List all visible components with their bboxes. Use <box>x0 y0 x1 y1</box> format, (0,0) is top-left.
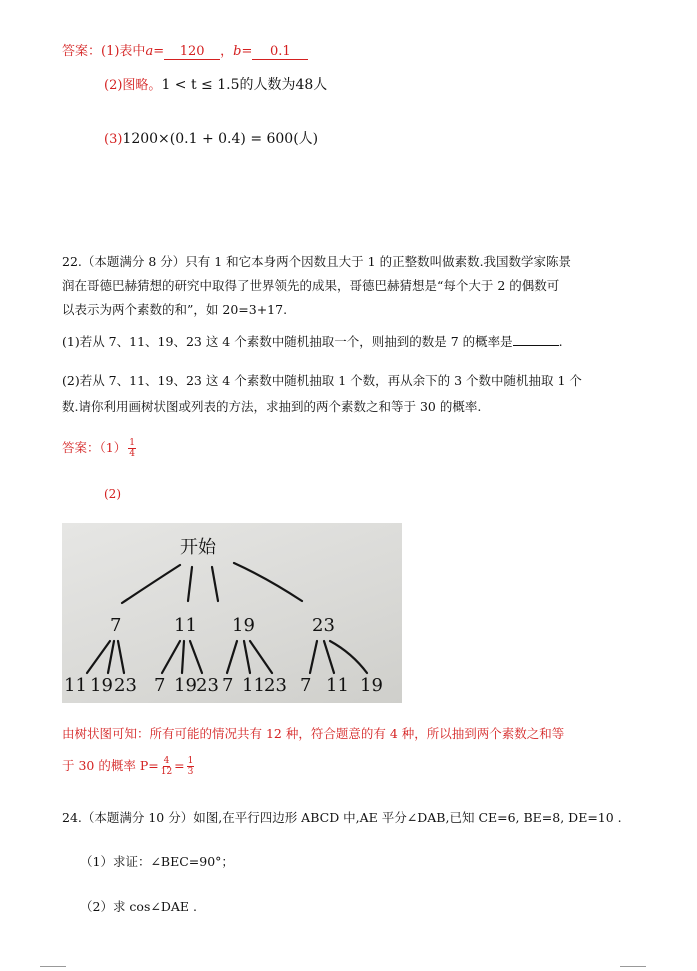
fraction-1-3 <box>187 756 195 777</box>
footer-mark-right <box>620 966 646 967</box>
tree-level1-node: 23 <box>312 615 335 636</box>
tree-level2-node: 11 <box>64 675 87 696</box>
q24-sub-2: （2）求 cos∠DAE . <box>80 899 197 914</box>
tree-level2-node: 7 <box>154 675 166 696</box>
tree-diagram-photo <box>62 523 402 703</box>
q3-prefix: (3) <box>104 132 123 147</box>
q22-line-1: 22.（本题满分 8 分）只有 1 和它本身两个因数且大于 1 的正整数叫做素数.我国数学家陈景 <box>62 254 572 269</box>
answer-2-part-2: (2) <box>104 487 121 501</box>
tree-level1-node: 11 <box>174 615 197 636</box>
footer-mark-left <box>40 966 66 967</box>
tree-diagram <box>62 523 402 703</box>
q22-line-2: 润在哥德巴赫猜想的研究中取得了世界领先的成果，哥德巴赫猜想是“每个大于 2 的偶数可 <box>62 278 560 293</box>
branch-root-19 <box>212 567 218 601</box>
tree-level1-node: 19 <box>232 615 255 636</box>
tree-level2-node: 11 <box>242 675 265 696</box>
fraction-4-12 <box>161 756 172 777</box>
q3-math: 1200×(0.1 + 0.4) = 600(人) <box>122 131 319 147</box>
fraction-one-quarter <box>128 438 136 459</box>
q2-text: 图略。 <box>122 78 162 93</box>
tree-level2-node: 19 <box>90 675 113 696</box>
tree-level2-node: 19 <box>174 675 197 696</box>
var-b: b <box>233 44 242 59</box>
tree-level2-node: 23 <box>114 675 137 696</box>
answer-1-line-3 <box>104 128 318 148</box>
fraction-numerator: 1 <box>129 438 135 448</box>
separator: ， <box>220 44 234 59</box>
a-value: 120 <box>164 44 220 60</box>
answer-label: 答案： <box>62 44 102 59</box>
q22-line-3: 以表示为两个素数的和”，如 20=3+17. <box>62 302 288 317</box>
fraction-denominator: 12 <box>160 767 173 777</box>
q22-sub-1-text: (1)若从 7、11、19、23 这 4 个素数中随机抽取一个，则抽到的数是 7 的概率是 <box>62 334 513 349</box>
tree-level2-node: 11 <box>326 675 349 696</box>
conclusion-line-2 <box>62 756 196 777</box>
var-a: a <box>145 44 154 59</box>
branch-root-11 <box>188 567 192 601</box>
tree-level2-node: 7 <box>300 675 312 696</box>
fraction-numerator: 4 <box>163 756 170 766</box>
equals-sign: = <box>153 44 165 59</box>
answer-label: 答案： <box>62 440 100 455</box>
q22-sub-2-line-1: (2)若从 7、11、19、23 这 4 个素数中随机抽取 1 个数，再从余下的 3 个数中随机抽取 1 个 <box>62 373 582 388</box>
tree-level2-node: 7 <box>222 675 234 696</box>
answer-1-line-1 <box>62 40 308 60</box>
branch-root-23 <box>234 563 302 601</box>
branch-root-7 <box>122 565 180 603</box>
p1-prefix: （1） <box>99 440 127 455</box>
tree-level2-node: 23 <box>196 675 219 696</box>
answer-2-line-1 <box>62 438 138 459</box>
tree-level1-node: 7 <box>110 615 122 636</box>
answer-blank <box>513 345 559 346</box>
q2-prefix: (2) <box>104 78 123 93</box>
tree-level2-node: 19 <box>360 675 383 696</box>
q22-sub-2-line-2: 数.请你利用画树状图或列表的方法，求抽到的两个素数之和等于 30 的概率. <box>62 399 482 414</box>
b-value: 0.1 <box>252 44 308 60</box>
fraction-denominator: 4 <box>129 449 135 459</box>
question-22 <box>62 250 571 322</box>
fraction-denominator: 3 <box>187 767 194 777</box>
tree-level2-node: 23 <box>264 675 287 696</box>
probability-prefix: 于 30 的概率 P= <box>62 758 159 773</box>
answer-1-line-2 <box>104 74 327 94</box>
conclusion-line-1: 由树状图可知：所有可能的情况共有 12 种，符合题意的有 4 种，所以抽到两个素数之和等 <box>62 726 565 741</box>
q2-math: 1 < t ≤ 1.5的人数为48人 <box>161 77 328 93</box>
tree-root-label: 开始 <box>180 537 216 558</box>
equals-sign: = <box>174 758 185 773</box>
q1-prefix: (1)表中 <box>101 44 146 59</box>
equals-sign: = <box>241 44 253 59</box>
q24-line-1: 24.（本题满分 10 分）如图,在平行四边形 ABCD 中,AE 平分∠DAB,已知 CE=6, BE=8, DE=10 . <box>62 810 622 825</box>
q22-sub-1 <box>62 332 563 350</box>
q22-sub-1-end: . <box>558 334 563 349</box>
fraction-numerator: 1 <box>187 756 194 766</box>
q22-sub-2 <box>62 368 582 420</box>
q24-sub-1: （1）求证：∠BEC=90°； <box>80 854 234 869</box>
